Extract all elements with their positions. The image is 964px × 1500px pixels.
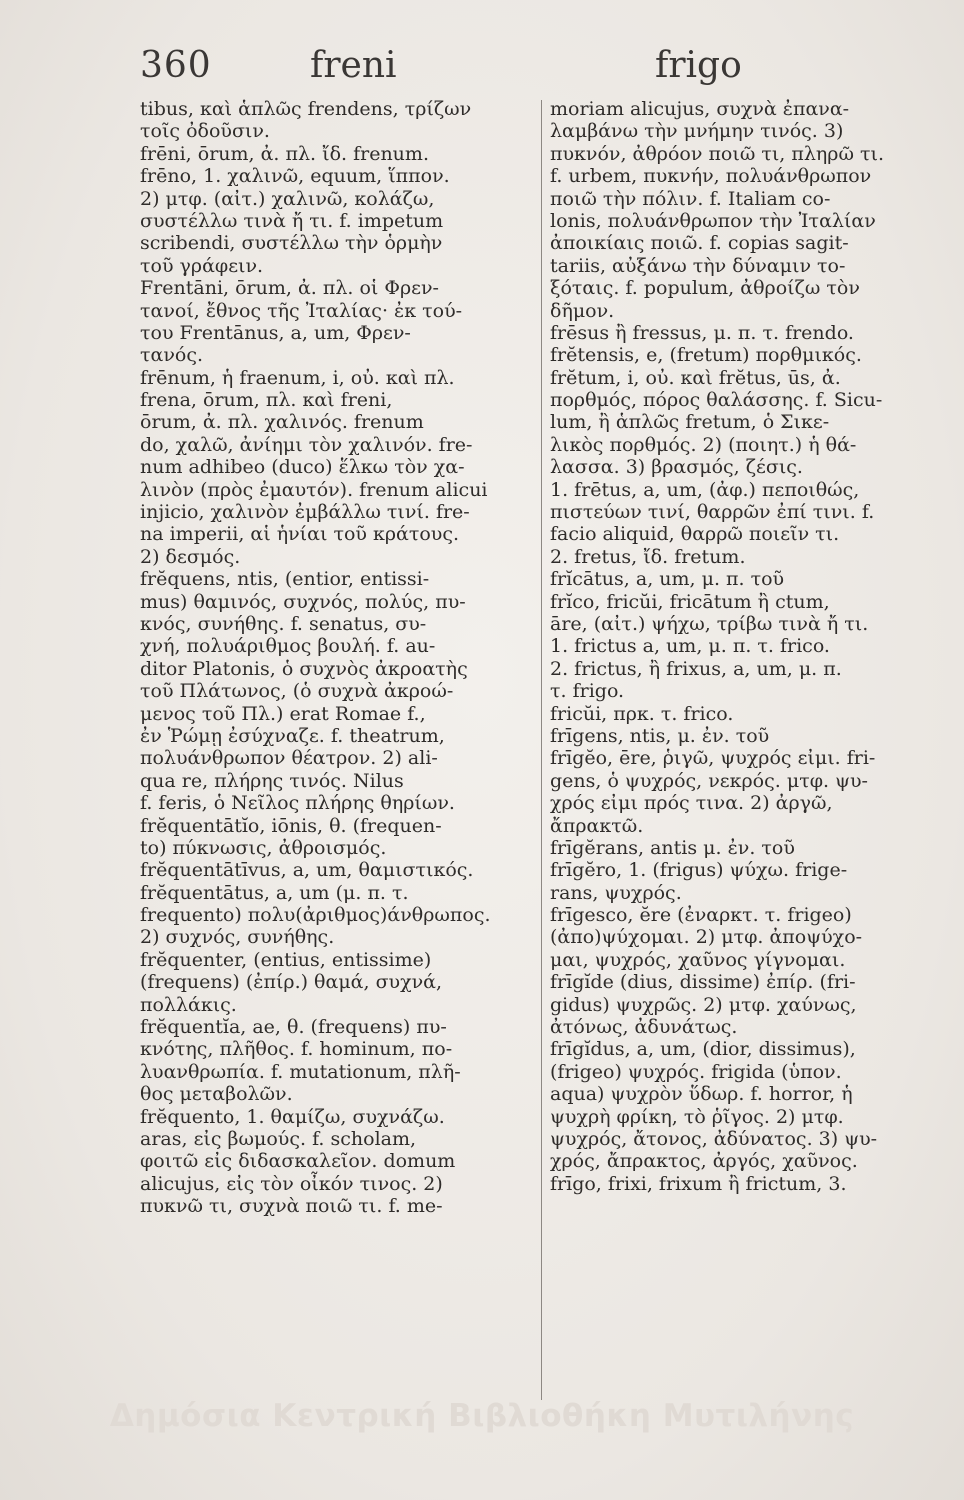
text-line: frēno, 1. χαλινῶ, equum, ἵππον. [140,165,450,188]
text-line: fricŭi, πρκ. τ. frico. [550,702,734,725]
text-line: χρός, ἄπρακτος, ἀργός, χαῦνος. [550,1150,858,1173]
text-line: 2) συχνός, συνήθης. [140,926,335,949]
library-watermark: Δημόσια Κεντρική Βιβλιοθήκη Μυτιλήνης [109,1398,855,1434]
text-line: aras, εἰς βωμούς. f. scholam, [140,1127,417,1150]
text-line: χρός εἰμι πρός τινα. 2) ἀργῶ, [550,792,833,815]
text-line: ποιῶ τὴν πόλιν. f. Italiam co- [550,187,831,210]
text-line: ἄπρακτῶ. [550,814,644,837]
text-line: frĕquentĭa, ae, θ. (frequens) πυ- [140,1016,447,1039]
right-column [550,98,950,1195]
text-line: alicujus, εἰς τὸν οἶκόν τινος. 2) [140,1172,443,1195]
text-line: f. urbem, πυκνήν, πολυάνθρωπον [550,165,872,188]
text-line: facio aliquid, θαρρῶ ποιεῖν τι. [550,523,840,546]
text-line: ἐν Ῥώμῃ ἐσύχναζε. f. theatrum, [140,724,445,747]
text-line: ἀποικίαις ποιῶ. f. copias sagit- [550,232,849,255]
text-line: frīgĕrans, antis μ. ἐν. τοῦ [550,836,795,859]
text-line: frīgĭdus, a, um, (dior, dissimus), [550,1038,856,1061]
text-line: μαι, ψυχρός, χαῦνος γίγνομαι. [550,948,846,971]
text-line: κνότης, πλῆθος. f. hominum, πο- [140,1038,453,1061]
text-line: λικὸς πορθμός. 2) (ποιητ.) ἡ θά- [550,433,857,456]
text-line: τοῖς ὀδοῦσιν. [140,120,270,143]
text-line: injicio, χαλινὸν ἐμβάλλω τινί. fre- [140,501,470,524]
text-line: ψυχρός, ἄτονος, ἀδύνατος. 3) ψυ- [550,1127,878,1150]
text-line: τανός. [140,344,204,367]
text-line: 2) μτφ. (αἰτ.) χαλινῶ, κολάζω, [140,187,435,210]
text-line: frīgesco, ĕre (ἐναρκτ. τ. frigeo) [550,904,852,927]
text-line: ōrum, ἀ. πλ. χαλινός. frenum [140,411,424,434]
text-line: πορθμός, πόρος θαλάσσης. f. Sicu- [550,389,883,412]
text-line: ἀτόνως, ἀδυνάτως. [550,1016,738,1039]
text-line: frĕtensis, e, (fretum) πορθμικός. [550,344,862,367]
text-line: frīgĕro, 1. (frigus) ψύχω. frige- [550,859,848,882]
text-line: ditor Platonis, ὁ συχνὸς ἀκροατὴς [140,657,468,680]
text-line: frēnum, ἡ fraenum, i, οὐ. καὶ πλ. [140,366,455,389]
text-line: λασσα. 3) βρασμός, ζέσις. [550,456,803,479]
page-number: 360 [140,45,212,86]
text-line: 2) δεσμός. [140,545,241,568]
text-line: πυκνόν, ἀθρόον ποιῶ τι, πληρῶ τι. [550,142,885,165]
text-line: frēsus ἢ fressus, μ. π. τ. frendo. [550,321,854,344]
text-line: 2. frictus, ἢ frixus, a, um, μ. π. [550,657,842,680]
text-line: 2. fretus, ἴδ. fretum. [550,545,746,568]
guide-word-left: freni [310,45,397,86]
text-line: θος μεταβολῶν. [140,1083,293,1106]
text-line: frĕquentātīvus, a, um, θαμιστικός. [140,859,474,882]
text-line: scribendi, συστέλλω τὴν ὁρμὴν [140,232,443,255]
text-line: to) πύκνωσις, ἀθροισμός. [140,836,387,859]
text-line: frēni, ōrum, ἀ. πλ. ἴδ. frenum. [140,142,429,165]
text-line: Frentāni, ōrum, ἀ. πλ. οἱ Φρεν- [140,277,439,300]
text-line: lum, ἢ ἁπλῶς fretum, ὁ Σικε- [550,411,830,434]
text-line: δῆμον. [550,299,615,322]
text-line: λαμβάνω τὴν μνήμην τινός. 3) [550,120,844,143]
text-line: κνός, συνήθης. f. senatus, συ- [140,612,427,635]
text-line: πολλάκις. [140,993,237,1016]
text-line: frīgĭde (dius, dissime) ἐπίρ. (fri- [550,971,856,994]
text-line: frĕquenter, (entius, entissime) [140,948,432,971]
text-line: frĭcātus, a, um, μ. π. τοῦ [550,568,785,591]
text-line: aqua) ψυχρὸν ὕδωρ. f. horror, ἡ [550,1083,853,1106]
text-line: τ. frigo. [550,680,625,703]
text-line: f. feris, ὁ Νεῖλος πλήρης θηρίων. [140,792,455,815]
text-line: τανοί, ἔθνος τῆς Ἰταλίας· ἐκ τού- [140,299,463,322]
text-line: gidus) ψυχρῶς. 2) μτφ. χαύνως, [550,993,857,1016]
left-column [140,98,530,1218]
text-line: πολυάνθρωπον θέατρον. 2) ali- [140,747,438,770]
text-line: frīgo, frixi, frixum ἢ frictum, 3. [550,1172,847,1195]
column-divider [541,100,542,1400]
text-line: 1. frictus a, um, μ. π. τ. frico. [550,635,830,658]
text-line: του Frentānus, a, um, Φρεν- [140,321,411,344]
text-line: na imperii, αἱ ἡνίαι τοῦ κράτους. [140,523,460,546]
text-line: qua re, πλήρης τινός. Nilus [140,769,404,792]
text-line: āre, (αἰτ.) ψήχω, τρίβω τινὰ ἤ τι. [550,612,869,635]
text-line: (frigeo) ψυχρός. frigida (ὑπον. [550,1060,842,1083]
text-line: frequento) πολυ(ἀριθμος)άνθρωπος. [140,904,491,927]
text-line: (frequens) (ἐπίρ.) θαμά, συχνά, [140,971,443,994]
text-line: φοιτῶ εἰς διδασκαλεῖον. domum [140,1150,456,1173]
guide-word-right: frigo [655,45,742,86]
text-line: frĭco, fricŭi, fricātum ἢ ctum, [550,590,830,613]
text-line: tibus, καὶ ἁπλῶς frendens, τρίζων [140,98,472,120]
text-line: frĕquens, ntis, (entior, entissi- [140,568,430,591]
text-line: τοῦ Πλάτωνος, (ὁ συχνὰ ἀκροώ- [140,680,454,703]
text-line: ξόταις. f. populum, ἀθροίζω τὸν [550,277,860,300]
text-line: συστέλλω τινὰ ἤ τι. f. impetum [140,209,444,232]
text-line: μενος τοῦ Πλ.) erat Romae f., [140,702,426,725]
text-line: lonis, πολυάνθρωπον τὴν Ἰταλίαν [550,209,876,232]
text-line: frĕquento, 1. θαμίζω, συχνάζω. [140,1105,445,1128]
text-line: χνή, πολυάριθμος βουλή. f. au- [140,635,436,658]
text-line: rans, ψυχρός. [550,881,682,904]
text-line: frīgens, ntis, μ. ἐν. τοῦ [550,724,770,747]
text-line: gens, ὁ ψυχρός, νεκρός. μτφ. ψυ- [550,769,868,792]
text-line: do, χαλῶ, ἀνίημι τὸν χαλινόν. fre- [140,433,473,456]
text-line: λινὸν (πρὸς ἐμαυτόν). frenum alicui [140,478,488,501]
text-line: ψυχρὴ φρίκη, τὸ ῥῖγος. 2) μτφ. [550,1105,844,1128]
text-line: πιστεύων τινί, θαρρῶν ἐπί τινι. f. [550,501,875,524]
text-line: (ἀπο)ψύχομαι. 2) μτφ. ἀποψύχο- [550,926,863,949]
text-line: frĕquentātĭo, iōnis, θ. (frequen- [140,814,442,837]
text-line: moriam alicujus, συχνὰ ἐπανα- [550,98,850,120]
page-header [0,40,964,92]
text-line: τοῦ γράφειν. [140,254,264,277]
text-line: λυανθρωπία. f. mutationum, πλῆ- [140,1060,461,1083]
text-line: 1. frētus, a, um, (ἀφ.) πεποιθώς, [550,478,860,501]
text-line: frīgĕo, ēre, ῥιγῶ, ψυχρός εἰμι. fri- [550,747,876,770]
text-line: frena, ōrum, πλ. καὶ freni, [140,389,393,412]
text-line: πυκνῶ τι, συχνὰ ποιῶ τι. f. me- [140,1195,443,1218]
text-line: num adhibeo (duco) ἕλκω τὸν χα- [140,456,465,479]
text-line: frĕquentātus, a, um (μ. π. τ. [140,881,409,904]
text-line: frĕtum, i, οὐ. καὶ frĕtus, ūs, ἀ. [550,366,841,389]
text-line: mus) θαμινός, συχνός, πολύς, πυ- [140,590,466,613]
text-line: tariis, αὐξάνω τὴν δύναμιν το- [550,254,846,277]
